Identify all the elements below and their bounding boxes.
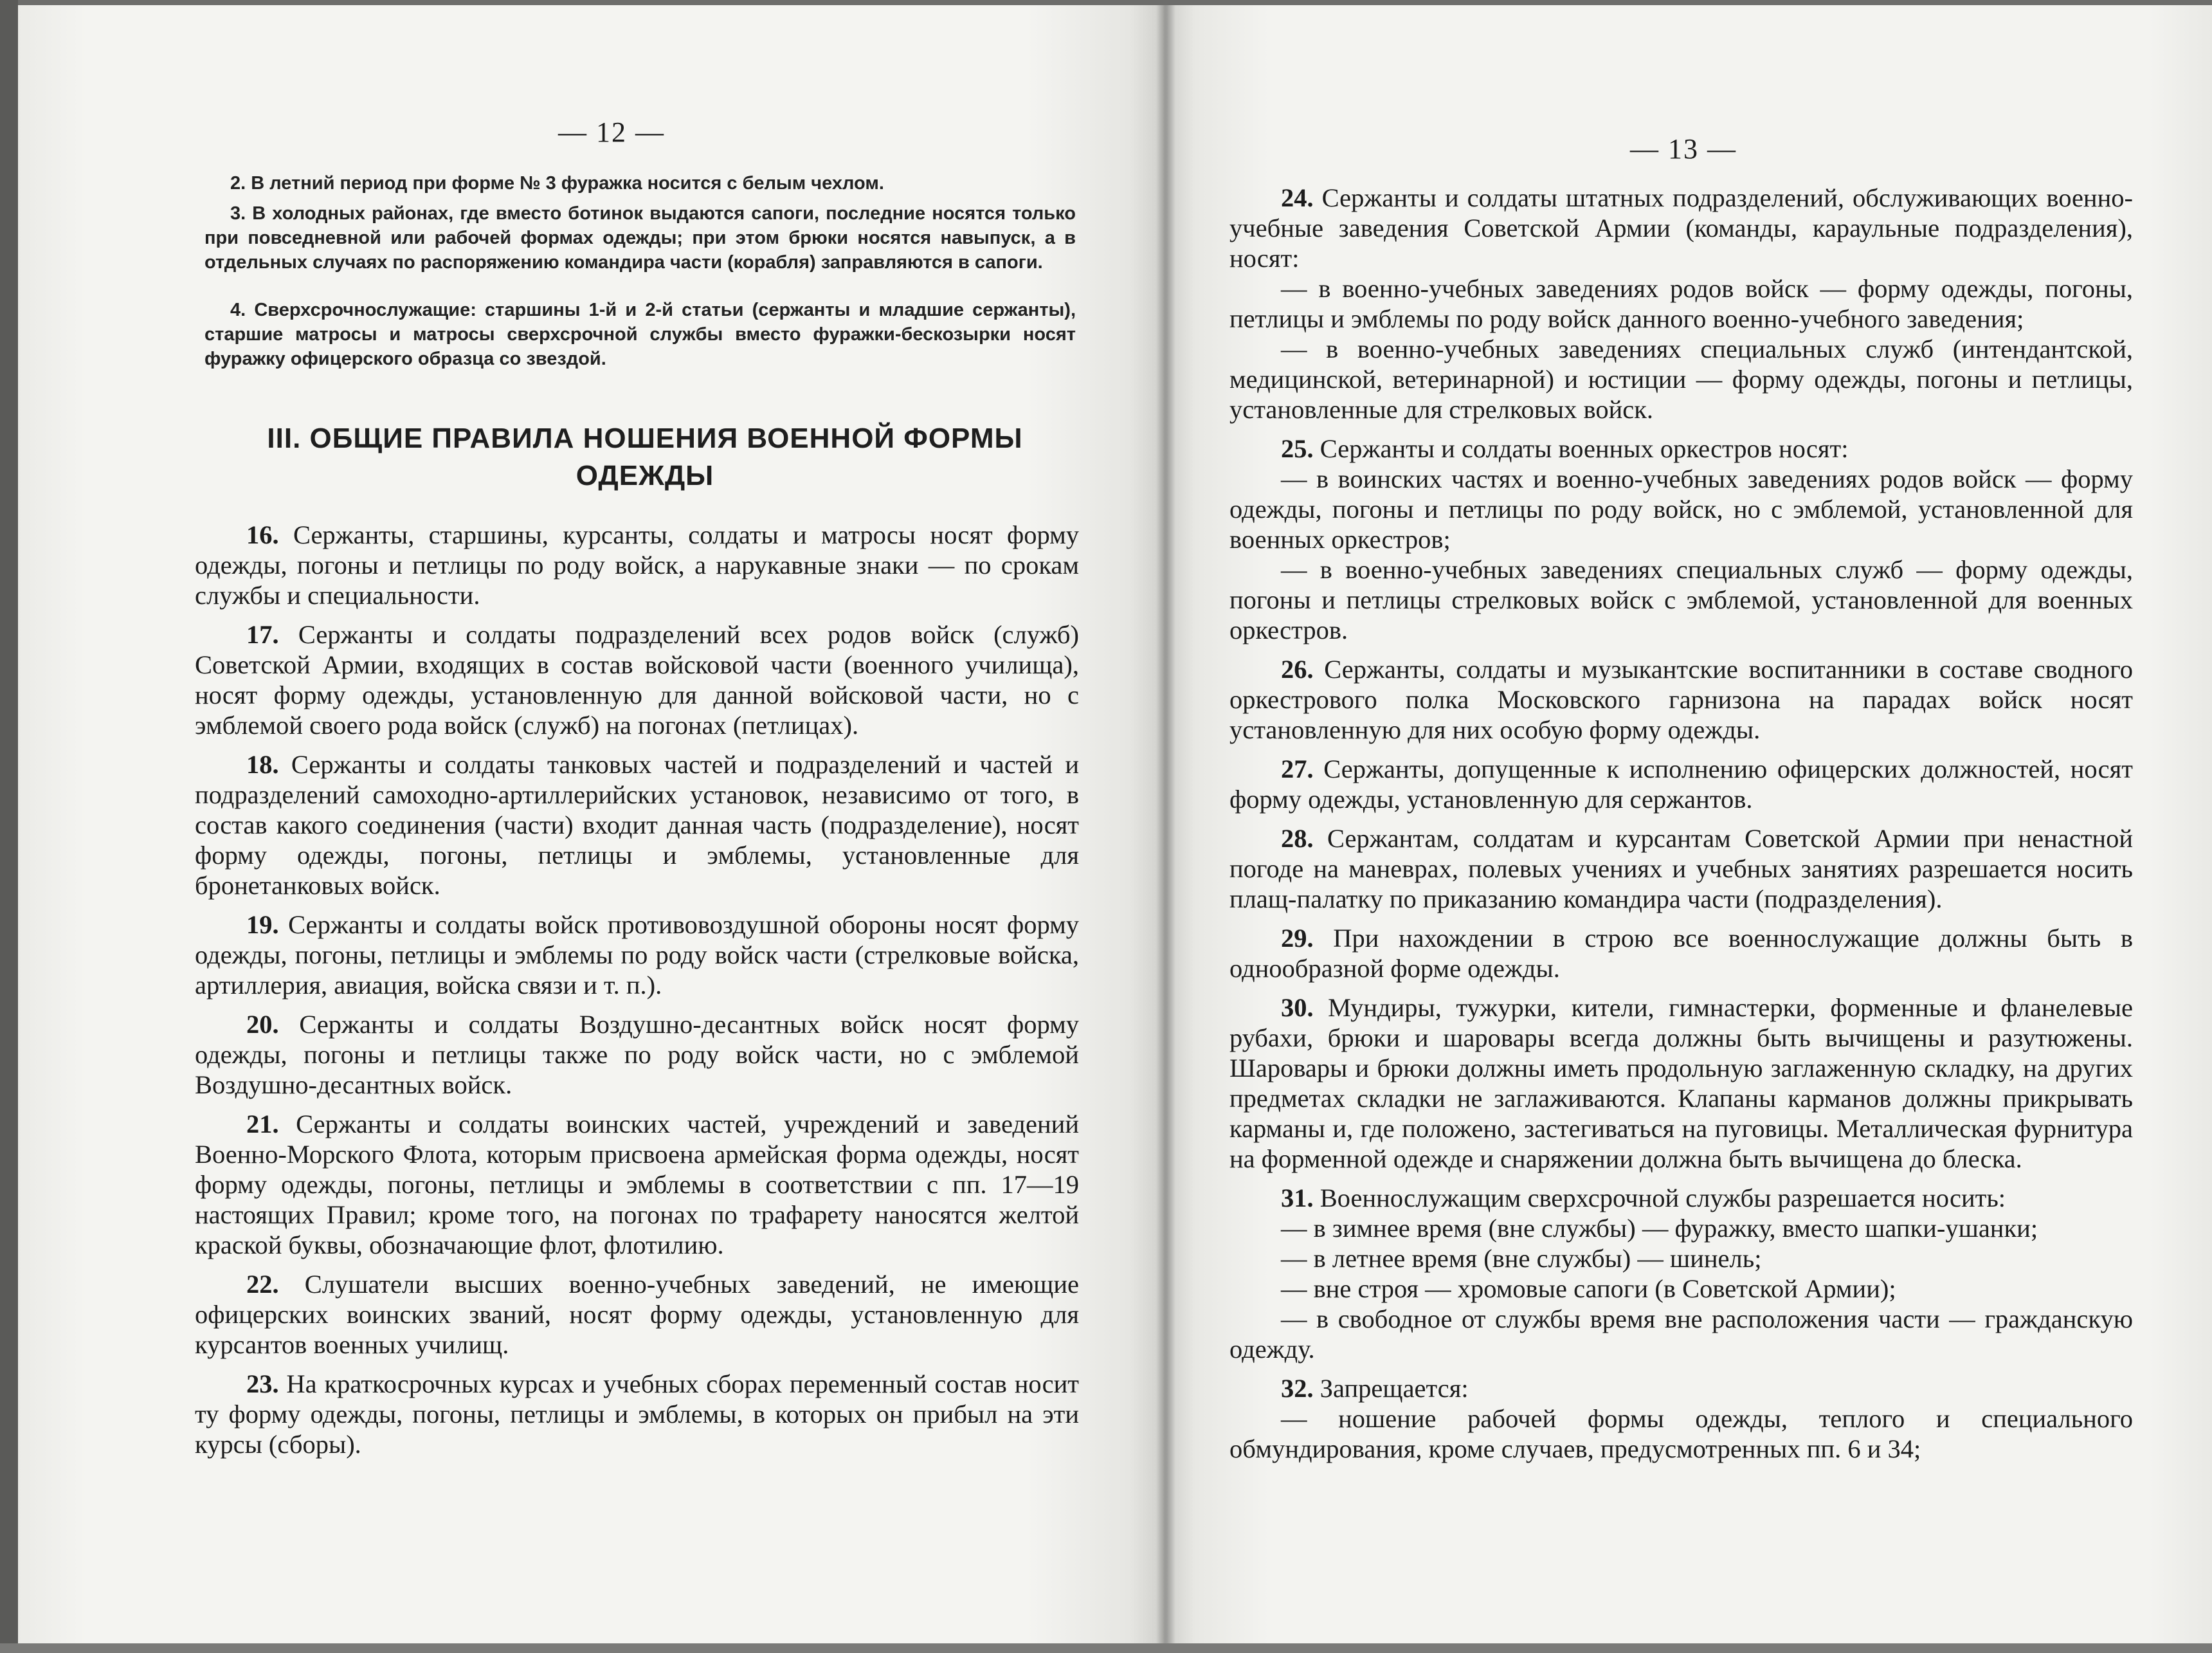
book-bottom-edge — [0, 1643, 2212, 1653]
left-page — [18, 5, 1164, 1645]
paragraph-24: 24. Сержанты и солдаты штатных подразделений, обслуживающих военно-учебные заведения Советской Армии (команды, караульные подразделения), носят: — [1229, 183, 2133, 273]
footnote-4: 4. Сверхсрочнослужащие: старшины 1-й и 2-й статьи (сержанты и младшие сержанты), старшие матросы и матросы сверхсрочной службы вместо фуражки-бескозырки носят фуражку офицерского образца со звездой. — [204, 300, 1076, 369]
paragraph-16: 16. Сержанты, старшины, курсанты, солдаты и матросы носят форму одежды, погоны и петлицы по роду войск, а нарукавные знаки — по срокам службы и специальности. — [195, 520, 1079, 610]
right-page-body — [1229, 183, 2133, 1464]
page-number-right: — 13 — — [1630, 133, 1737, 165]
book-cover-edge — [0, 0, 18, 1653]
paragraph-28: 28. Сержантам, солдатам и курсантам Советской Армии при ненастной погоде на маневрах, полевых учениях и учебных занятиях разрешается носить плащ-палатку по приказанию командира части (подразделения). — [1229, 824, 2133, 913]
paragraph-31-item-3: — вне строя — хромовые сапоги (в Советской Армии); — [1281, 1274, 1896, 1303]
paragraph-25-item-1: — в воинских частях и военно-учебных заведениях родов войск — форму одежды, погоны и петлицы по роду войск, но с эмблемой, установленной для военных оркестров; — [1229, 464, 2133, 554]
paragraph-31: 31. Военнослужащим сверхсрочной службы разрешается носить: — [1281, 1183, 2006, 1212]
paragraph-29: 29. При нахождении в строю все военнослужащие должны быть в однообразной форме одежды. — [1229, 924, 2133, 983]
section-heading — [211, 420, 1079, 495]
paragraph-23: 23. На краткосрочных курсах и учебных сборах переменный состав носит ту форму одежды, погоны, петлицы и эмблемы, в которых он прибыл на эти курсы (сборы). — [195, 1369, 1079, 1459]
right-page — [1164, 5, 2212, 1645]
paragraph-19: 19. Сержанты и солдаты войск противовоздушной обороны носят форму одежды, погоны, петлицы и эмблемы по роду войск части (стрелковые войска, артиллерия, авиация, войска связи и т. п.). — [195, 910, 1079, 1000]
paragraph-25-item-2: — в военно-учебных заведениях специальных служб — форму одежды, погоны и петлицы стрелковых войск с эмблемой, установленной для военных оркестров. — [1229, 555, 2133, 644]
paragraph-20: 20. Сержанты и солдаты Воздушно-десантных войск носят форму одежды, погоны и петлицы также по роду войск части, но с эмблемой Воздушно-десантных войск. — [195, 1010, 1079, 1099]
section-heading-line2: ОДЕЖДЫ — [576, 460, 714, 491]
left-page-body — [195, 520, 1079, 1468]
paragraph-24-item-2: — в военно-учебных заведениях специальных служб (интендантской, медицинской, ветеринарной) и юстиции — форму одежды, погоны и петлицы, установленные для стрелковых войск. — [1229, 334, 2133, 424]
paragraph-31-item-2: — в летнее время (вне службы) — шинель; — [1281, 1244, 1762, 1273]
page-number-left: — 12 — — [558, 116, 665, 148]
footnote-3: 3. В холодных районах, где вместо ботинок выдаются сапоги, последние носятся только при повседневной или рабочей формах одежды; при этом брюки носятся навыпуск, а в отдельных случаях по распоряжению командира части (корабля) заправляются в сапоги. — [204, 203, 1076, 273]
footnote-2: 2. В летний период при форме № 3 фуражка носится с белым чехлом. — [230, 173, 884, 194]
paragraph-25: 25. Сержанты и солдаты военных оркестров носят: — [1281, 434, 1849, 463]
book-gutter — [1156, 5, 1175, 1645]
paragraph-30: 30. Мундиры, тужурки, кители, гимнастерки, форменные и фланелевые рубахи, брюки и шаровары всегда должны быть вычищены и разутюжены. Шаровары и брюки должны иметь продольную заглаженную складку, на других предметах складки не заглаживаются. Клапаны карманов должны прикрывать карманы и, где положено, застегиваться на пуговицы. Металлическая фурнитура на форменной одежде и снаряжении должна быть вычищена до блеска. — [1229, 993, 2133, 1173]
paragraph-31-item-4: — в свободное от службы время вне расположения части — гражданскую одежду. — [1229, 1304, 2133, 1364]
paragraph-18: 18. Сержанты и солдаты танковых частей и подразделений и частей и подразделений самоходно-артиллерийских установок, независимо от того, в состав какого соединения (части) входит данная часть (подразделение), носят форму одежды, погоны, петлицы и эмблемы, установленные для бронетанковых войск. — [195, 750, 1079, 900]
section-heading-line1: III. ОБЩИЕ ПРАВИЛА НОШЕНИЯ ВОЕННОЙ ФОРМЫ — [267, 423, 1023, 454]
paragraph-26: 26. Сержанты, солдаты и музыкантские воспитанники в составе сводного оркестрового полка Московского гарнизона на парадах войск носят установленную для них особую форму одежды. — [1229, 655, 2133, 744]
paragraph-22: 22. Слушатели высших военно-учебных заведений, не имеющие офицерских воинских званий, носят форму одежды, установленную для курсантов военных училищ. — [195, 1270, 1079, 1359]
paragraph-32-item-1: — ношение рабочей формы одежды, теплого и специального обмундирования, кроме случаев, предусмотренных пп. 6 и 34; — [1229, 1404, 2133, 1463]
paragraph-27: 27. Сержанты, допущенные к исполнению офицерских должностей, носят форму одежды, установленную для сержантов. — [1229, 754, 2133, 814]
paragraph-17: 17. Сержанты и солдаты подразделений всех родов войск (служб) Советской Армии, входящих в состав войсковой части (военного училища), носят форму одежды, установленную для данной войсковой части, но с эмблемой своего рода войск (служб) на погонах (петлицах). — [195, 620, 1079, 740]
paragraph-32: 32. Запрещается: — [1281, 1374, 1469, 1403]
paragraph-21: 21. Сержанты и солдаты воинских частей, учреждений и заведений Военно-Морского Флота, которым присвоена армейская форма одежды, носят форму одежды, погоны, петлицы и эмблемы в соответствии с пп. 17—19 настоящих Правил; кроме того, на погонах по трафарету наносятся желтой краской буквы, обозначающие флот, флотилию. — [195, 1110, 1079, 1259]
paragraph-24-item-1: — в военно-учебных заведениях родов войск — форму одежды, погоны, петлицы и эмблемы по роду войск данного военно-учебного заведения; — [1229, 274, 2133, 333]
paragraph-31-item-1: — в зимнее время (вне службы) — фуражку, вместо шапки-ушанки; — [1281, 1214, 2038, 1243]
book-spread — [18, 5, 2212, 1645]
